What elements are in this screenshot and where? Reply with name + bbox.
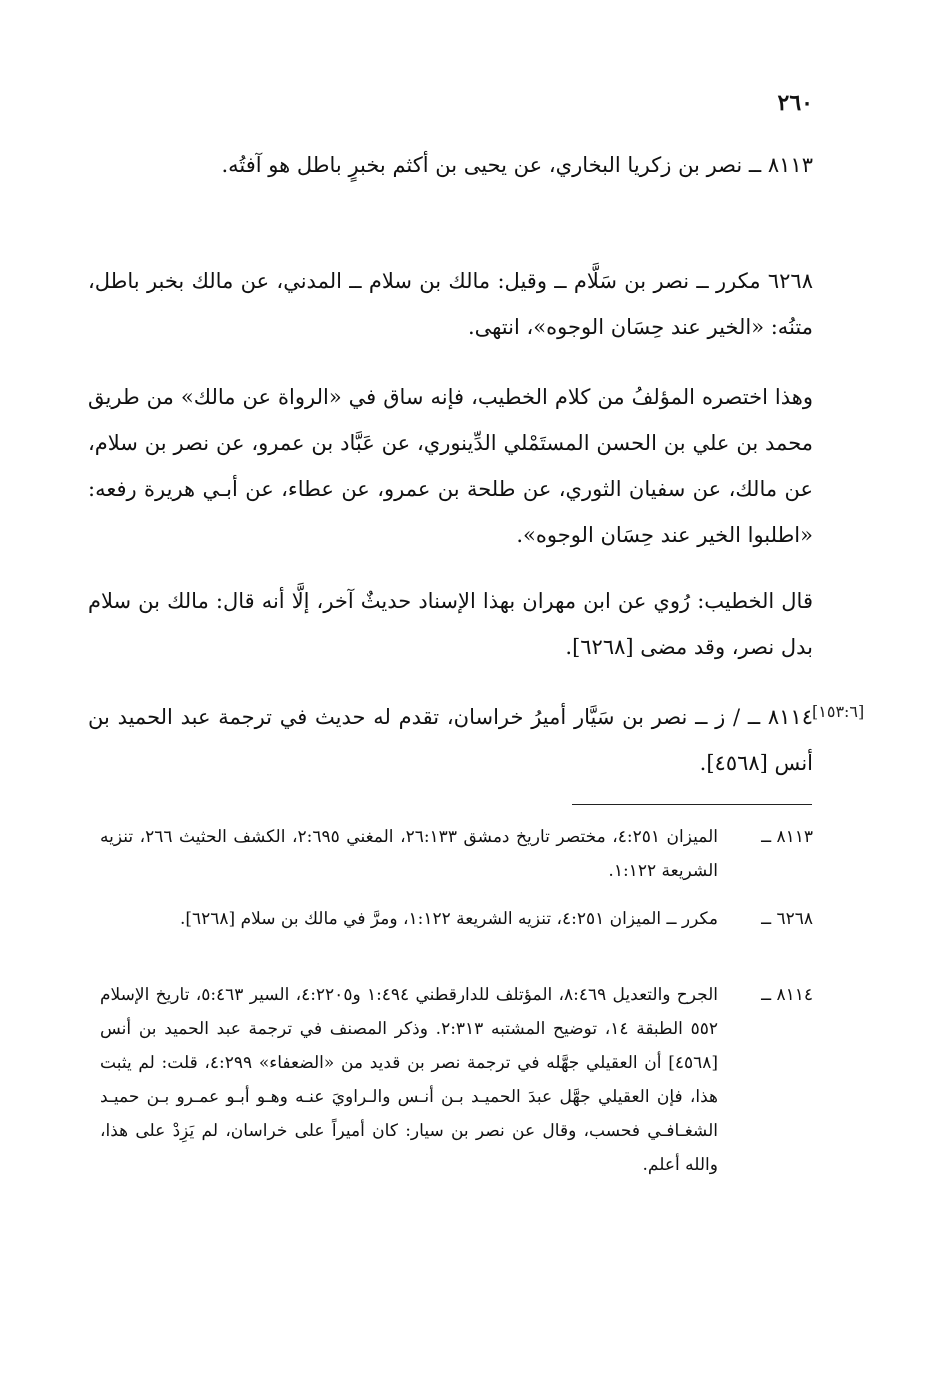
- footnote-number: ٨١١٣ ــ: [761, 827, 813, 847]
- footnote-6268: [100, 902, 813, 936]
- footnote-separator: [572, 804, 812, 805]
- footnote-text: الجرح والتعديل ٨:٤٦٩، المؤتلف للدارقطني ١:٤٩٤ و٤:٢٢٠٥، السير ٥:٤٦٣، تاريخ الإسلام ٥٥٢ الطبقة ١٤، توضيح المشتبه ٢:٣١٣. وذكر المصنف في ترجمة عبد الحميد بن أنس [٤٥٦٨] أن العقيلي جهَّله في ترجمة نصر بن قديد من «الضعفاء» ٤:٢٩٩، قلت: لم يثبت هذا، فإن العقيلي جهَّل عبدَ الحميـد بـن أنـس والـراويَ عنـه وهـو أبـو عمـرو بـن حميـد الشغـافـي فحسب، وقال عن نصر بن سيار: كان أميراً على خراسان، لم يَزِدْ على هذا، والله أعلم.: [100, 985, 719, 1175]
- footnote-number: ٨١١٤ ــ: [761, 985, 813, 1005]
- entry-8113: ٨١١٣ ــ نصر بن زكريا البخاري، عن يحيى بن أكثم بخبرٍ باطل هو آفتُه.: [221, 153, 813, 177]
- footnote-8113: [100, 820, 813, 888]
- entry-6268-repeat: ٦٢٦٨ مكرر ــ نصر بن سَلَّام ــ وقيل: مالك بن سلام ــ المدني، عن مالك بخبر باطل، متنُه: «الخير عند حِسَان الوجوه»، انتهى.: [88, 269, 813, 339]
- footnote-number: ٦٢٦٨ ــ: [761, 909, 813, 929]
- footnote-text: مكرر ــ الميزان ٤:٢٥١، تنزيه الشريعة ١:١٢٢، ومرَّ في مالك بن سلام [٦٢٦٨].: [179, 909, 718, 929]
- commentary-paragraph: وهذا اختصره المؤلفُ من كلام الخطيب، فإنه ساق في «الرواة عن مالك» من طريق محمد بن علي بن الحسن المستَمْلي الدِّينوري، عن عَبَّاد بن عمرو، عن نصر بن سلام، عن مالك، عن سفيان الثوري، عن طلحة بن عمرو، عن عطاء، عن أبـي هريرة رفعه: «اطلبوا الخير عند حِسَان الوجوه».: [88, 385, 813, 547]
- margin-volume-reference: [١٥٣:٦]: [812, 702, 865, 721]
- entry-8114: ٨١١٤ ــ / ز ــ نصر بن سَيَّار أميرُ خراسان، تقدم له حديث في ترجمة عبد الحميد بن أنس [٤٥٦٨].: [88, 705, 813, 775]
- footnote-text: الميزان ٤:٢٥١، مختصر تاريخ دمشق ٢٦:١٣٣، المغني ٢:٦٩٥، الكشف الحثيث ٢٦٦، تنزيه الشريعة ١:١٢٢.: [100, 827, 718, 881]
- khatib-quote-paragraph: قال الخطيب: رُوي عن ابن مهران بهذا الإسناد حديثٌ آخر، إلَّا أنه قال: مالك بن سلام بدل نصر، وقد مضى [٦٢٦٨].: [88, 589, 813, 659]
- page-number: ٢٦٠: [777, 90, 813, 116]
- footnote-8114: [100, 978, 813, 1182]
